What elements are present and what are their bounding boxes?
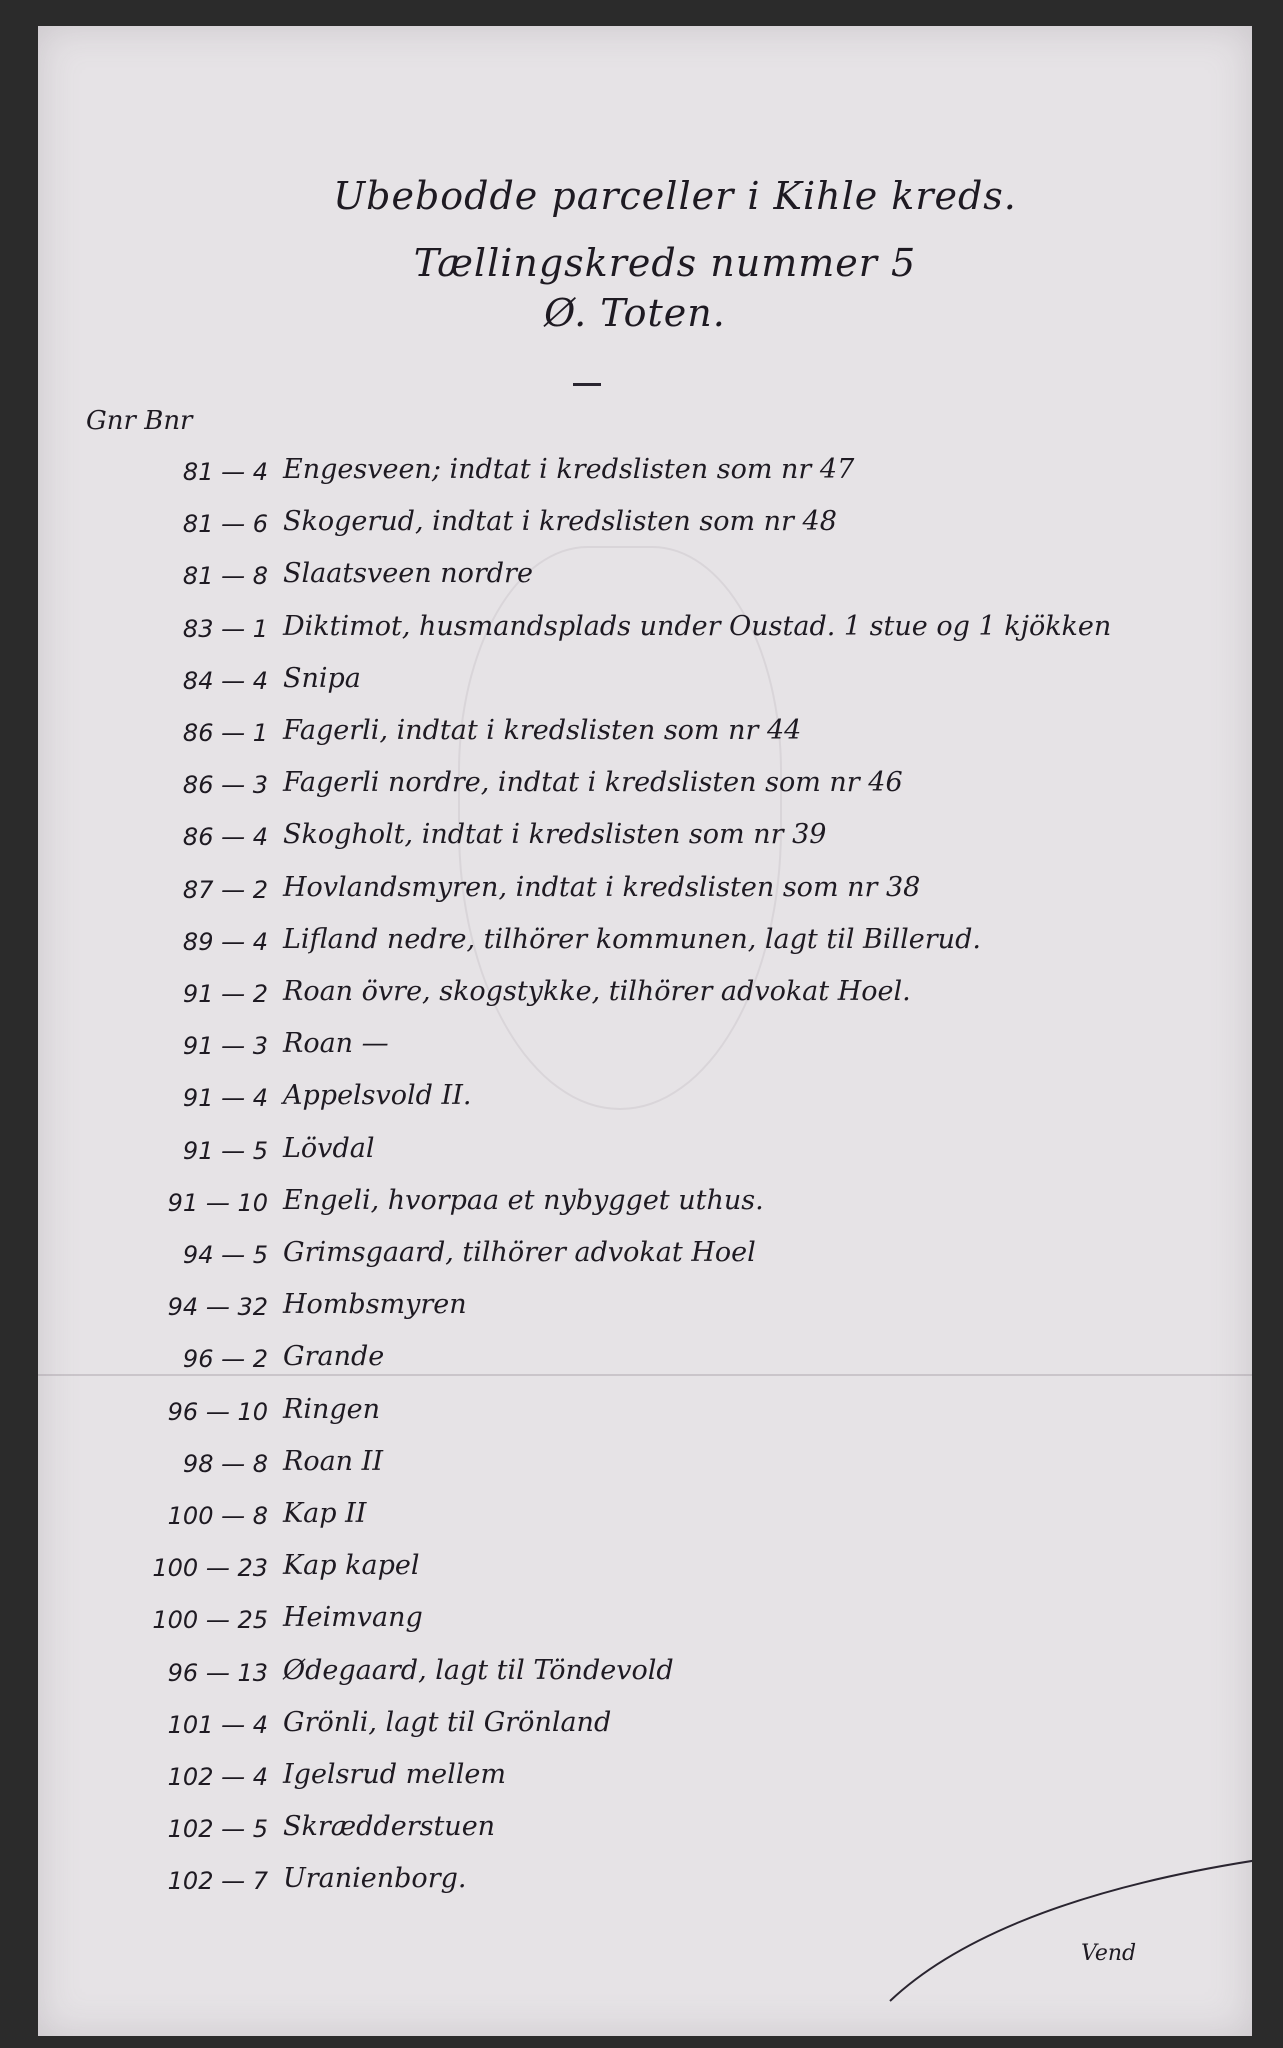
parcel-number: 91 — 5: [182, 1137, 268, 1165]
list-item: [38, 715, 1252, 755]
parcel-description: Diktimot, husmandsplads under Oustad. 1 stue og 1 kjökken: [283, 611, 1112, 642]
turn-page-note: Vend: [1081, 1941, 1137, 1966]
parcel-description: Kap kapel: [283, 1550, 420, 1581]
list-item: [38, 1655, 1252, 1695]
list-item: [38, 1289, 1252, 1329]
parcel-description: Skogholt, indtat i kredslisten som nr 39: [283, 819, 827, 850]
parcel-number: 86 — 1: [182, 719, 268, 747]
list-item: [38, 663, 1252, 703]
title-line-3: Ø. Toten.: [544, 291, 726, 335]
list-item: [38, 767, 1252, 807]
parcel-number: 81 — 4: [182, 458, 268, 486]
list-item: [38, 1550, 1252, 1590]
parcel-description: Engeli, hvorpaa et nybygget uthus.: [283, 1185, 764, 1216]
list-item: [38, 558, 1252, 598]
parcel-description: Fagerli nordre, indtat i kredslisten som nr 46: [283, 767, 903, 798]
parcel-number: 100 — 23: [152, 1554, 268, 1582]
parcel-description: Grande: [283, 1341, 385, 1372]
list-item: [38, 506, 1252, 546]
column-header: Gnr Bnr: [86, 406, 193, 436]
list-item: [38, 1028, 1252, 1068]
parcel-description: Kap II: [283, 1498, 367, 1529]
list-item: [38, 1080, 1252, 1120]
parcel-description: Fagerli, indtat i kredslisten som nr 44: [283, 715, 802, 746]
parcel-number: 96 — 13: [167, 1659, 268, 1687]
parcel-description: Grönli, lagt til Grönland: [283, 1707, 612, 1738]
parcel-description: Skogerud, indtat i kredslisten som nr 48: [283, 506, 837, 537]
list-item: [38, 819, 1252, 859]
title-line-2: Tællingskreds nummer 5: [413, 241, 917, 285]
list-item: [38, 1707, 1252, 1747]
list-item: [38, 1811, 1252, 1851]
parcel-description: Hovlandsmyren, indtat i kredslisten som nr 38: [283, 872, 921, 903]
parcel-description: Lifland nedre, tilhörer kommunen, lagt til Billerud.: [283, 924, 981, 955]
list-item: [38, 1185, 1252, 1225]
list-item: [38, 872, 1252, 912]
parcel-number: 98 — 8: [182, 1450, 268, 1478]
parcel-number: 86 — 4: [182, 823, 268, 851]
parcel-number: 96 — 2: [182, 1345, 268, 1373]
parcel-description: Hombsmyren: [283, 1289, 467, 1320]
parcel-description: Ringen: [283, 1394, 381, 1425]
list-item: [38, 1394, 1252, 1434]
parcel-description: Skrædderstuen: [283, 1811, 496, 1842]
list-item: [38, 924, 1252, 964]
parcel-number: 91 — 10: [167, 1189, 268, 1217]
parcel-number: 86 — 3: [182, 771, 268, 799]
list-item: [38, 611, 1252, 651]
parcel-number: 81 — 8: [182, 562, 268, 590]
parcel-description: Appelsvold II.: [283, 1080, 472, 1111]
parcel-number: 101 — 4: [167, 1711, 268, 1739]
parcel-number: 84 — 4: [182, 667, 268, 695]
list-item: [38, 976, 1252, 1016]
parcel-number: 83 — 1: [182, 615, 268, 643]
parcel-number: 91 — 2: [182, 980, 268, 1008]
parcel-number: 81 — 6: [182, 510, 268, 538]
parcel-description: Grimsgaard, tilhörer advokat Hoel: [283, 1237, 756, 1268]
parcel-description: Snipa: [283, 663, 361, 694]
parcel-description: Heimvang: [283, 1602, 423, 1633]
parcel-description: Engesveen; indtat i kredslisten som nr 47: [283, 454, 855, 485]
pen-stroke-curve: [888, 1856, 1252, 2006]
list-item: [38, 1498, 1252, 1538]
parcel-description: Slaatsveen nordre: [283, 558, 533, 589]
parcel-description: Igelsrud mellem: [283, 1759, 507, 1790]
parcel-number: 87 — 2: [182, 876, 268, 904]
parcel-number: 89 — 4: [182, 928, 268, 956]
parcel-description: Roan II: [283, 1446, 383, 1477]
list-item: [38, 1237, 1252, 1277]
parcel-number: 102 — 7: [167, 1867, 268, 1895]
list-item: [38, 1602, 1252, 1642]
parcel-number: 94 — 5: [182, 1241, 268, 1269]
parcel-number: 91 — 4: [182, 1084, 268, 1112]
parcel-number: 100 — 25: [152, 1606, 268, 1634]
parcel-description: Roan övre, skogstykke, tilhörer advokat Hoel.: [283, 976, 911, 1007]
parcel-number: 96 — 10: [167, 1398, 268, 1426]
title-line-1: Ubebodde parceller i Kihle kreds.: [333, 174, 1017, 218]
list-item: [38, 1446, 1252, 1486]
list-item: [38, 1341, 1252, 1381]
parcel-description: Lövdal: [283, 1133, 375, 1164]
parcel-number: 91 — 3: [182, 1032, 268, 1060]
parcel-description: Uranienborg.: [283, 1863, 467, 1894]
document-page: [38, 26, 1252, 2036]
title-dash: [573, 383, 601, 386]
parcel-number: 102 — 5: [167, 1815, 268, 1843]
list-item: [38, 454, 1252, 494]
parcel-number: 94 — 32: [167, 1293, 268, 1321]
parcel-number: 100 — 8: [167, 1502, 268, 1530]
parcel-description: Roan —: [283, 1028, 389, 1059]
parcel-description: Ødegaard, lagt til Töndevold: [283, 1655, 674, 1686]
list-item: [38, 1759, 1252, 1799]
list-item: [38, 1133, 1252, 1173]
parcel-number: 102 — 4: [167, 1763, 268, 1791]
